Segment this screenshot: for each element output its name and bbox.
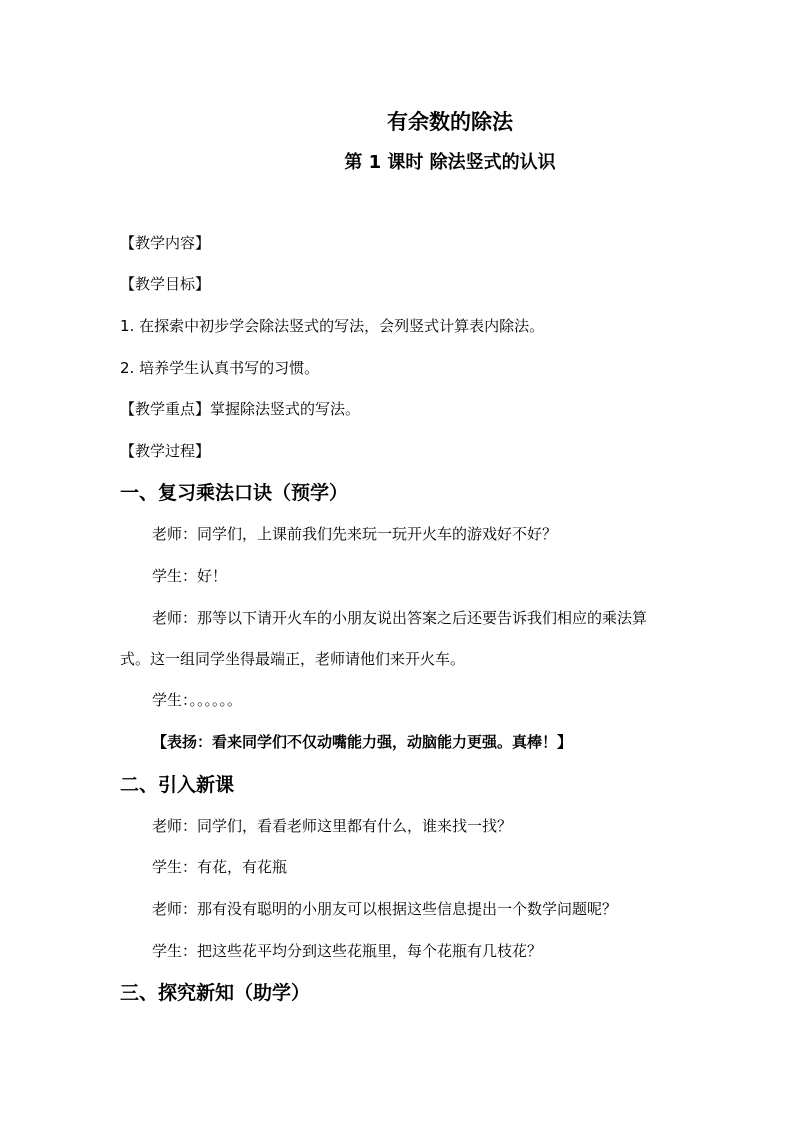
dialog-line: 老师：那等以下请开火车的小朋友说出答案之后还要告诉我们相应的乘法算	[152, 609, 648, 627]
section-2-heading: 二、引入新课	[120, 774, 235, 796]
teaching-process-label: 【教学过程】	[120, 442, 211, 460]
praise-note: 【表扬：看来同学们不仅动嘴能力强，动脑能力更强。真棒！】	[152, 733, 573, 751]
section-1-heading: 一、复习乘法口诀（预学）	[120, 482, 349, 504]
goal-2: 2. 培养学生认真书写的习惯。	[120, 359, 320, 377]
goal-1: 1. 在探索中初步学会除法竖式的写法，会列竖式计算表内除法。	[120, 317, 545, 335]
teaching-goals-label: 【教学目标】	[120, 275, 211, 293]
dialog-line: 学生：。。。。。。	[152, 691, 243, 709]
dialog-line-continued: 式。这一组同学坐得最端正，老师请他们来开火车。	[120, 650, 466, 668]
teaching-focus: 【教学重点】掌握除法竖式的写法。	[120, 400, 361, 418]
dialog-line: 学生：有花，有花瓶	[152, 858, 288, 876]
doc-subtitle: 第 1 课时 除法竖式的认识	[344, 152, 556, 173]
dialog-line: 老师：那有没有聪明的小朋友可以根据这些信息提出一个数学问题呢？	[152, 900, 618, 918]
section-3-heading: 三、探究新知（助学）	[120, 982, 311, 1004]
doc-title: 有余数的除法	[387, 110, 513, 134]
dialog-line: 学生：好！	[152, 567, 228, 585]
dialog-line: 老师：同学们，上课前我们先来玩一玩开火车的游戏好不好？	[152, 525, 558, 543]
dialog-line: 老师：同学们，看看老师这里都有什么，谁来找一找？	[152, 817, 513, 835]
dialog-line: 学生：把这些花平均分到这些花瓶里，每个花瓶有几枝花？	[152, 942, 543, 960]
teaching-content-label: 【教学内容】	[120, 234, 211, 252]
